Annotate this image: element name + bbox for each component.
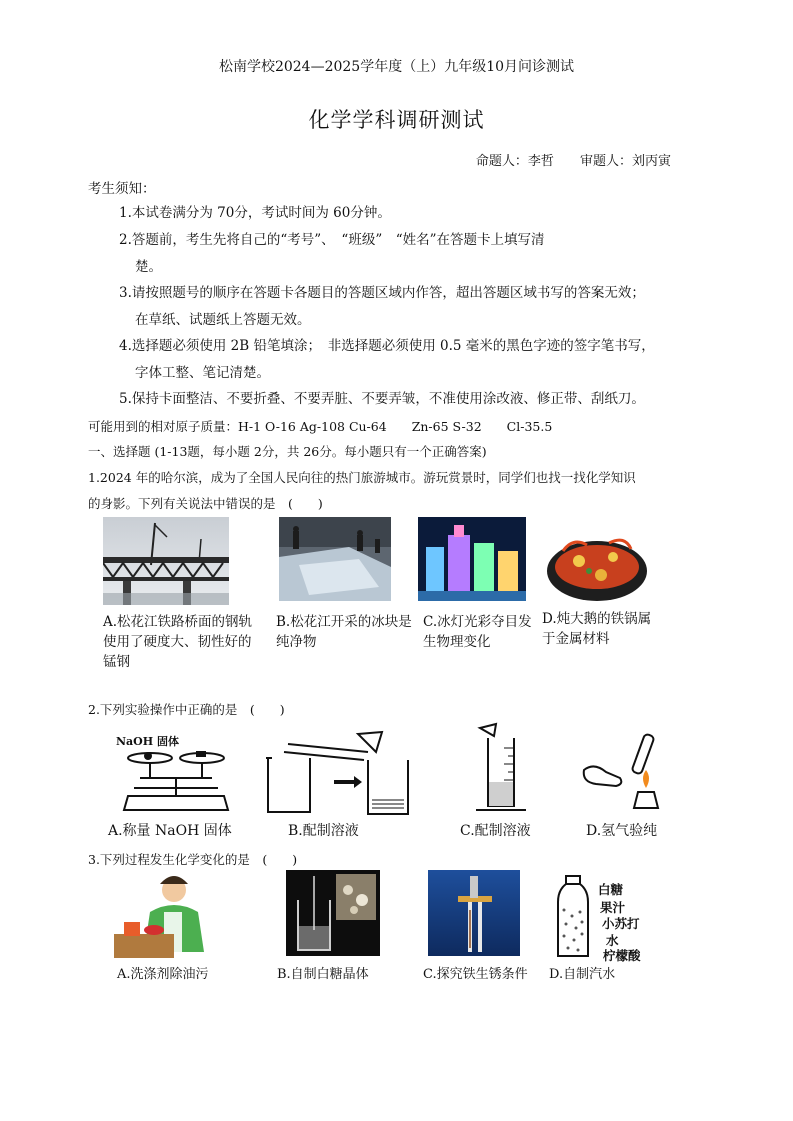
balance-drawing <box>120 748 232 814</box>
notice-item-4: 4.选择题必须使用 2B 铅笔填涂； 非选择题必须使用 0.5 毫米的黑色字迹的签字笔书写， <box>119 338 655 354</box>
setter: 命题人：李哲 <box>475 154 554 169</box>
q2-stem: 2.下列实验操作中正确的是 ( ) <box>88 702 285 717</box>
bottle-label-sugar: 白糖 <box>598 882 624 897</box>
iron-pot-photo <box>543 521 651 605</box>
q2-option-b: B.配制溶液 <box>288 823 359 839</box>
q3-option-b: B.自制白糖晶体 <box>277 967 369 982</box>
notice-item-4-cont: 字体工整、笔记清楚。 <box>135 365 270 381</box>
authors <box>454 150 671 169</box>
pouring-drawing <box>264 730 412 818</box>
section-1-heading: 一、选择题 (1-13题，每小题 2分，共 26分。每小题只有一个正确答案) <box>88 444 487 459</box>
q2-option-a: A.称量 NaOH 固体 <box>108 823 232 839</box>
q1-option-b: B.松花江开采的冰块是纯净物 <box>276 614 412 650</box>
naoh-label: NaOH 固体 <box>116 735 179 748</box>
hydrogen-test-drawing <box>578 730 670 814</box>
q2-option-c: C.配制溶液 <box>460 823 531 839</box>
q3-option-d: D.自制汽水 <box>549 967 616 982</box>
bottle-label-citric-acid: 柠檬酸 <box>603 948 641 963</box>
notice-item-2-cont: 楚。 <box>135 259 162 275</box>
q1-stem-line1: 1.2024 年的哈尔滨，成为了全国人民向往的热门旅游城市。游玩赏景时，同学们也找一找化学知识 <box>88 470 636 485</box>
q1-option-a: A.松花江铁路桥面的钢轨使用了硬度大、韧性好的锰钢 <box>103 614 253 670</box>
q2-option-d: D.氢气验纯 <box>586 823 658 839</box>
cylinder-drawing <box>470 722 530 818</box>
bottle-label-water: 水 <box>606 933 619 948</box>
bottle-label-soda: 小苏打 <box>602 916 640 931</box>
notice-item-3: 3.请按照题号的顺序在答题卡各题目的答题区域内作答，超出答题区域书写的答案无效； <box>119 285 645 301</box>
page-title: 化学学科调研测试 <box>308 108 485 132</box>
ice-harvest-photo <box>279 517 391 601</box>
reviewer: 审题人：刘丙寅 <box>579 154 671 169</box>
notice-heading: 考生须知： <box>88 181 156 197</box>
washing-drawing <box>114 872 218 958</box>
q3-option-c: C.探究铁生锈条件 <box>423 967 528 982</box>
bridge-photo <box>103 517 229 605</box>
notice-item-5: 5.保持卡面整洁、不要折叠、不要弄脏、不要弄皱，不准使用涂改液、修正带、刮纸刀。 <box>119 391 645 407</box>
notice-item-3-cont: 在草纸、试题纸上答题无效。 <box>135 312 311 328</box>
bottle-label-juice: 果汁 <box>600 900 626 915</box>
ice-lantern-photo <box>418 517 526 601</box>
sugar-crystal-photo <box>286 870 380 956</box>
q3-option-a: A.洗涤剂除油污 <box>117 967 209 982</box>
q3-stem: 3.下列过程发生化学变化的是 ( ) <box>88 852 298 867</box>
q1-option-c: C.冰灯光彩夺目发生物理变化 <box>423 614 532 650</box>
exam-header: 松南学校2024—2025学年度（上）九年级10月问诊测试 <box>218 59 575 75</box>
q1-option-d: D.炖大鹅的铁锅属于金属材料 <box>542 611 652 647</box>
notice-item-1: 1.本试卷满分为 70分，考试时间为 60分钟。 <box>119 205 391 221</box>
atomic-masses: 可能用到的相对原子质量：H-1 O-16 Ag-108 Cu-64 Zn-65 S-32 Cl-35.5 <box>88 419 553 434</box>
q1-stem-line2: 的身影。下列有关说法中错误的是 ( ) <box>88 496 323 511</box>
rust-experiment-photo <box>428 870 520 956</box>
notice-item-2: 2.答题前，考生先将自己的“考号”、 “班级” “姓名”在答题卡上填写清 <box>119 232 545 248</box>
bottle-drawing <box>552 874 594 960</box>
